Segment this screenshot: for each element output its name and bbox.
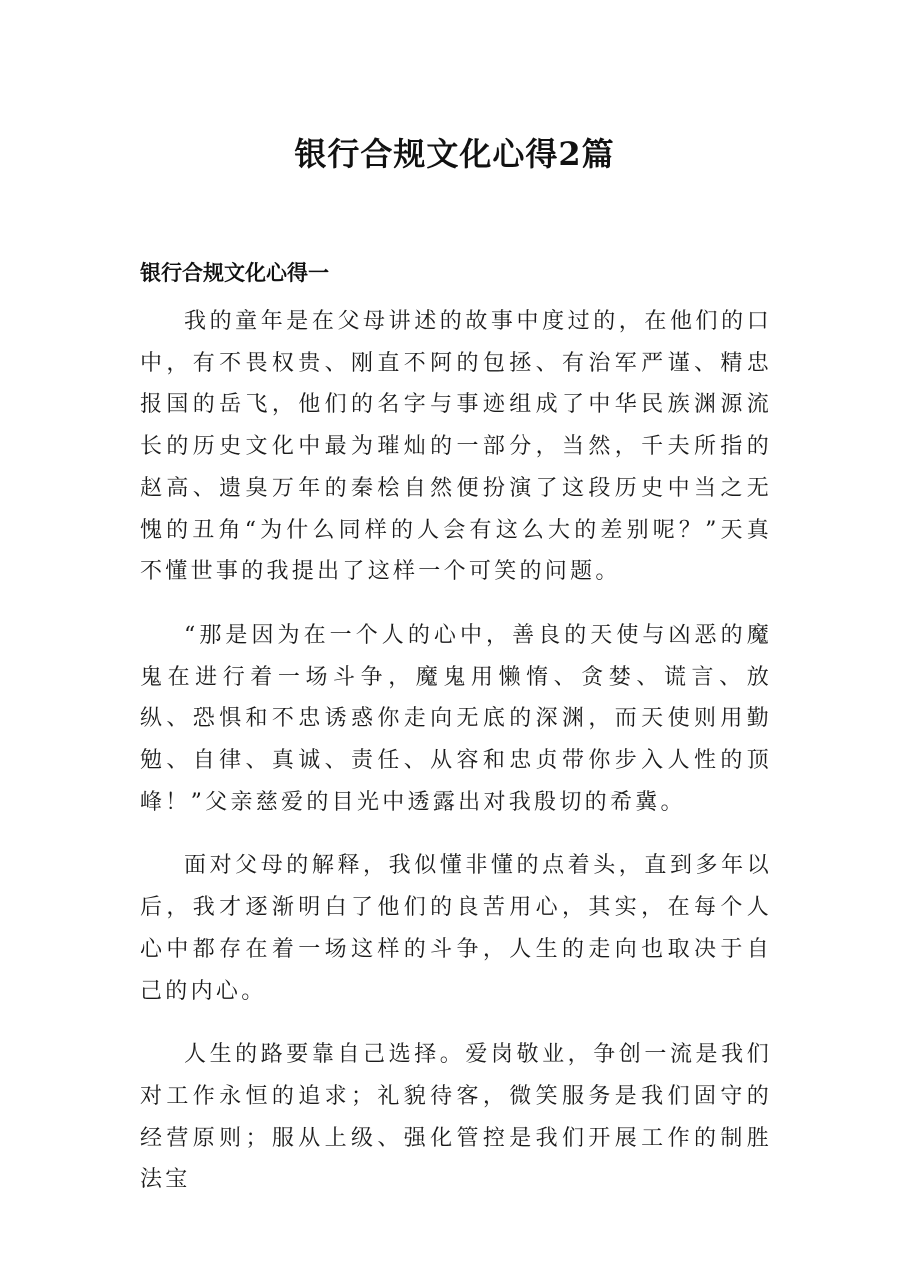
document-body xyxy=(140,301,772,1223)
paragraph-2: “那是因为在一个人的心中，善良的天使与凶恶的魔鬼在进行着一场斗争，魔鬼用懒惰、贪婪、谎言、放纵、恐惧和不忠诱惑你走向无底的深渊，而天使则用勤勉、自律、真诚、责任、从容和忠贞带你步入人性的顶峰！”父亲慈爱的目光中透露出对我殷切的希冀。 xyxy=(140,622,772,815)
document-title: 银行合规文化心得2篇 xyxy=(294,135,615,173)
paragraph-4: 人生的路要靠自己选择。爱岗敬业，争创一流是我们对工作永恒的追求；礼貌待客，微笑服务是我们固守的经营原则；服从上级、强化管控是我们开展工作的制胜法宝 xyxy=(140,1042,772,1193)
section-heading: 银行合规文化心得一 xyxy=(140,261,329,285)
paragraph-1: 我的童年是在父母讲述的故事中度过的，在他们的口中，有不畏权贵、刚直不阿的包拯、有治军严谨、精忠报国的岳飞，他们的名字与事迹组成了中华民族渊源流长的历史文化中最为璀灿的一部分，当然，千夫所指的赵高、遗臭万年的秦桧自然便扮演了这段历史中当之无愧的丑角“为什么同样的人会有这么大的差别呢？”天真不懂世事的我提出了这样一个可笑的问题。 xyxy=(140,309,772,585)
paragraph-3: 面对父母的解释，我似懂非懂的点着头，直到多年以后，我才逐渐明白了他们的良苦用心，其实，在每个人心中都存在着一场这样的斗争，人生的走向也取决于自己的内心。 xyxy=(140,853,772,1004)
